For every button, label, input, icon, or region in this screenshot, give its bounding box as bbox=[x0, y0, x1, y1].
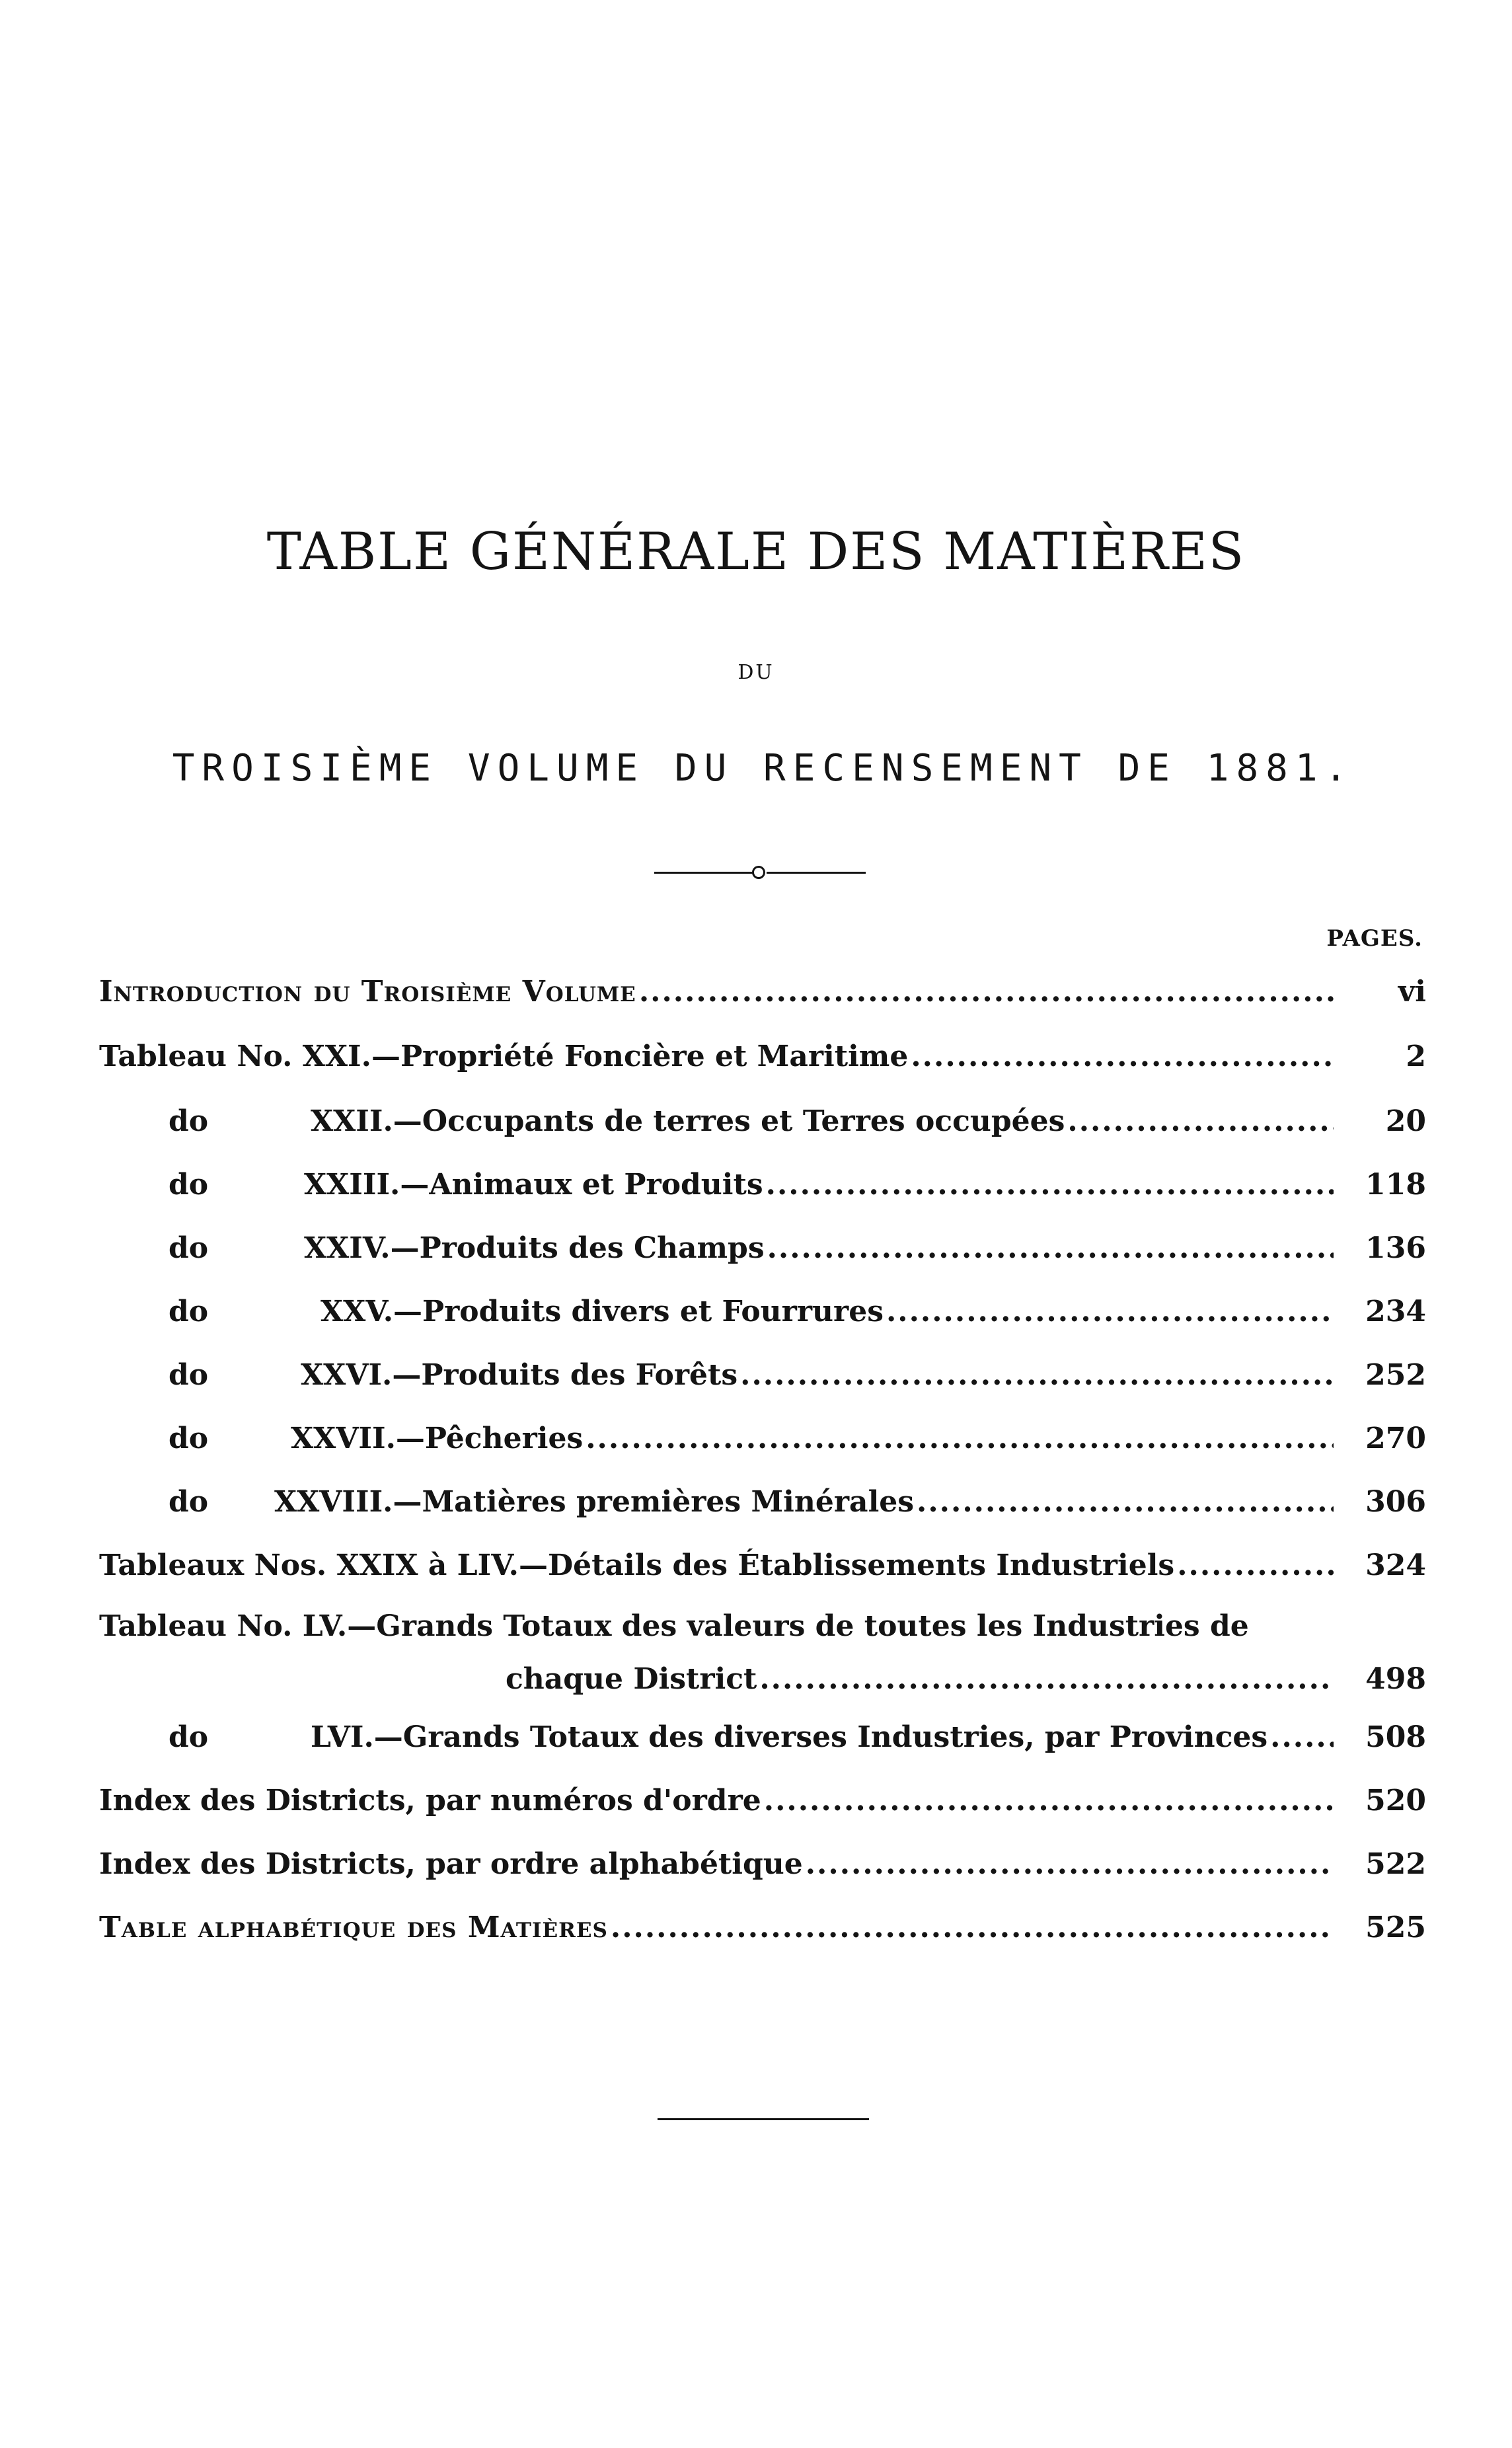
ditto-mark: do bbox=[169, 1231, 209, 1265]
toc-entry-xxvii bbox=[0, 1422, 1512, 1474]
toc-entry-index-alphabetique bbox=[0, 1847, 1512, 1900]
toc-entry-label: Introduction du Troisième Volume bbox=[99, 975, 636, 1009]
toc-entry-label: XXVII.—Pêcheries bbox=[291, 1422, 584, 1455]
toc-entry-lvi bbox=[0, 1720, 1512, 1773]
toc-entry-xxix-liv bbox=[0, 1549, 1512, 1601]
toc-entry-xxvi bbox=[0, 1358, 1512, 1411]
toc-entry-xxviii bbox=[0, 1485, 1512, 1538]
ditto-mark: do bbox=[169, 1422, 209, 1455]
toc-entry-label: XXII.—Occupants de terres et Terres occupées bbox=[311, 1104, 1065, 1138]
toc-entry-introduction bbox=[0, 975, 1512, 1028]
toc-entry-page: 522 bbox=[1365, 1847, 1426, 1881]
toc-entry-tableau-xxi bbox=[0, 1040, 1512, 1092]
toc-entry-label: Table alphabétique des Matières bbox=[99, 1911, 608, 1944]
toc-entry-page: 2 bbox=[1406, 1040, 1426, 1073]
ditto-mark: do bbox=[169, 1168, 209, 1202]
ditto-mark: do bbox=[169, 1104, 209, 1138]
pages-column-label: PAGES. bbox=[1326, 925, 1423, 952]
toc-entry-page: 324 bbox=[1365, 1549, 1426, 1582]
toc-entry-label: XXVI.—Produits des Forêts bbox=[301, 1358, 738, 1392]
toc-entry-xxiv bbox=[0, 1231, 1512, 1284]
toc-entry-label: Index des Districts, par ordre alphabétique bbox=[99, 1847, 803, 1881]
toc-entry-page: 306 bbox=[1365, 1485, 1426, 1519]
toc-entry-page: 520 bbox=[1365, 1784, 1426, 1817]
ornament-divider bbox=[654, 866, 866, 879]
toc-entry-label: Tableaux Nos. XXIX à LIV.—Détails des Établissements Industriels bbox=[99, 1549, 1175, 1582]
toc-entry-xxiii bbox=[0, 1168, 1512, 1221]
ditto-mark: do bbox=[169, 1485, 209, 1519]
page-subtitle: TROISIÈME VOLUME DU RECENSEMENT DE 1881. bbox=[172, 747, 1355, 790]
toc-entry-table-alphabetique bbox=[0, 1911, 1512, 1964]
toc-entry-label: Tableau No. XXI.—Propriété Foncière et Maritime bbox=[99, 1040, 909, 1073]
toc-entry-label: Index des Districts, par numéros d'ordre bbox=[99, 1784, 761, 1817]
toc-entry-page: 20 bbox=[1385, 1104, 1426, 1138]
toc-entry-label: Tableau No. LV.—Grands Totaux des valeurs de toutes les Industries de bbox=[99, 1609, 1249, 1643]
toc-entry-label: XXIII.—Animaux et Produits bbox=[304, 1168, 763, 1202]
ditto-mark: do bbox=[169, 1358, 209, 1392]
bottom-rule bbox=[658, 2118, 869, 2120]
toc-entry-page: 525 bbox=[1365, 1911, 1426, 1944]
toc-entry-label-continued: chaque District bbox=[506, 1662, 757, 1696]
toc-entry-page: 252 bbox=[1365, 1358, 1426, 1392]
toc-entry-page: 136 bbox=[1365, 1231, 1426, 1265]
ditto-mark: do bbox=[169, 1720, 209, 1754]
toc-entry-page: 270 bbox=[1365, 1422, 1426, 1455]
ditto-mark: do bbox=[169, 1295, 209, 1328]
toc-entry-page: 508 bbox=[1365, 1720, 1426, 1754]
toc-entry-page: 118 bbox=[1365, 1168, 1426, 1202]
page-title: TABLE GÉNÉRALE DES MATIÈRES bbox=[266, 522, 1246, 582]
toc-entry-label: XXV.—Produits divers et Fourrures bbox=[321, 1295, 884, 1328]
toc-entry-label: XXVIII.—Matières premières Minérales bbox=[274, 1485, 915, 1519]
toc-entry-lv bbox=[0, 1609, 1512, 1722]
toc-entry-index-numeros bbox=[0, 1784, 1512, 1837]
toc-entry-label: LVI.—Grands Totaux des diverses Industries, par Provinces bbox=[311, 1720, 1268, 1754]
toc-entry-page: vi bbox=[1398, 975, 1426, 1009]
toc-entry-page: 498 bbox=[1365, 1662, 1426, 1696]
toc-entry-label: XXIV.—Produits des Champs bbox=[304, 1231, 765, 1265]
toc-entry-xxv bbox=[0, 1295, 1512, 1348]
du-label: DU bbox=[737, 661, 775, 684]
toc-entry-page: 234 bbox=[1365, 1295, 1426, 1328]
toc-entry-xxii bbox=[0, 1104, 1512, 1157]
